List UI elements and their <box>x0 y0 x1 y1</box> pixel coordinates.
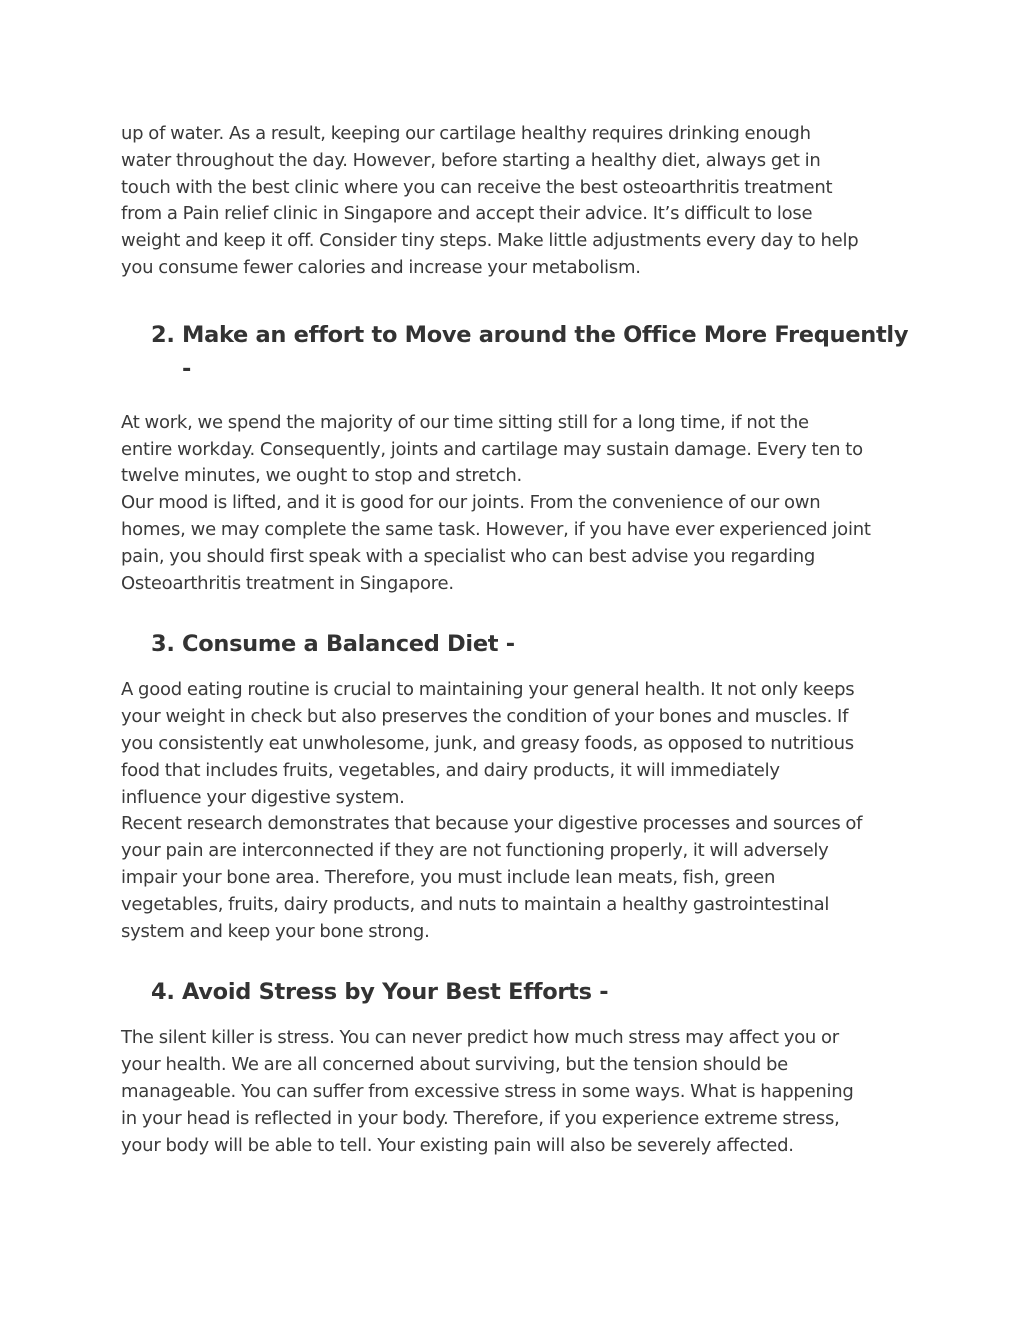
intro-paragraph <box>121 121 911 282</box>
text-line: Recent research demonstrates that because your digestive processes and sources of <box>121 813 863 835</box>
text-line: vegetables, fruits, dairy products, and nuts to maintain a healthy gastrointestinal <box>121 893 830 915</box>
section-title: Consume a Balanced Diet - <box>182 631 515 658</box>
section-number: 4. <box>151 979 175 1006</box>
text-line: food that includes fruits, vegetables, and dairy products, it will immediately <box>121 759 780 781</box>
text-line: impair your bone area. Therefore, you must include lean meats, fish, green <box>121 866 776 888</box>
section-title: Avoid Stress by Your Best Efforts - <box>182 979 609 1006</box>
text-line: entire workday. Consequently, joints and cartilage may sustain damage. Every ten to <box>121 438 863 460</box>
section-heading-2 <box>121 318 911 386</box>
text-line: you consistently eat unwholesome, junk, and greasy foods, as opposed to nutritious <box>121 732 854 754</box>
text-line: you consume fewer calories and increase your metabolism. <box>121 256 641 278</box>
text-line: touch with the best clinic where you can receive the best osteoarthritis treatment <box>121 176 833 198</box>
text-line: your body will be able to tell. Your existing pain will also be severely affected. <box>121 1134 794 1156</box>
section-title: Make an effort to Move around the Office More Frequently <box>182 321 909 348</box>
section-heading-3 <box>121 627 911 661</box>
section-heading-4 <box>121 975 911 1009</box>
text-line: your health. We are all concerned about surviving, but the tension should be <box>121 1054 788 1076</box>
section-paragraph-2 <box>121 410 911 598</box>
text-line: in your head is reflected in your body. Therefore, if you experience extreme stress, <box>121 1107 840 1129</box>
text-line: your pain are interconnected if they are not functioning properly, it will adversely <box>121 840 829 862</box>
text-line: twelve minutes, we ought to stop and stretch. <box>121 465 522 487</box>
text-line: your weight in check but also preserves the condition of your bones and muscles. If <box>121 706 849 728</box>
section-number: 3. <box>151 631 175 658</box>
text-line: from a Pain relief clinic in Singapore and accept their advice. It’s difficult to lose <box>121 203 813 225</box>
text-line: manageable. You can suffer from excessive stress in some ways. What is happening <box>121 1080 854 1102</box>
text-line: up of water. As a result, keeping our cartilage healthy requires drinking enough <box>121 123 811 144</box>
text-line: homes, we may complete the same task. However, if you have ever experienced joint <box>121 518 871 540</box>
section-paragraph-3 <box>121 677 911 945</box>
text-line: system and keep your bone strong. <box>121 920 430 942</box>
text-line: water throughout the day. However, before starting a healthy diet, always get in <box>121 149 821 171</box>
section-paragraph-4 <box>121 1025 911 1159</box>
section-title-suffix: - <box>182 355 192 382</box>
text-line: pain, you should first speak with a specialist who can best advise you regarding <box>121 545 816 567</box>
text-line: The silent killer is stress. You can never predict how much stress may affect you or <box>121 1027 839 1049</box>
text-line: At work, we spend the majority of our time sitting still for a long time, if not the <box>121 411 809 433</box>
text-line: Osteoarthritis treatment in Singapore. <box>121 572 454 594</box>
text-line: influence your digestive system. <box>121 786 405 808</box>
text-line: Our mood is lifted, and it is good for our joints. From the convenience of our own <box>121 492 821 514</box>
document-page <box>121 121 911 1159</box>
text-line: weight and keep it off. Consider tiny steps. Make little adjustments every day to help <box>121 230 859 252</box>
section-number: 2. <box>151 321 175 348</box>
text-line: A good eating routine is crucial to maintaining your general health. It not only keeps <box>121 679 855 701</box>
